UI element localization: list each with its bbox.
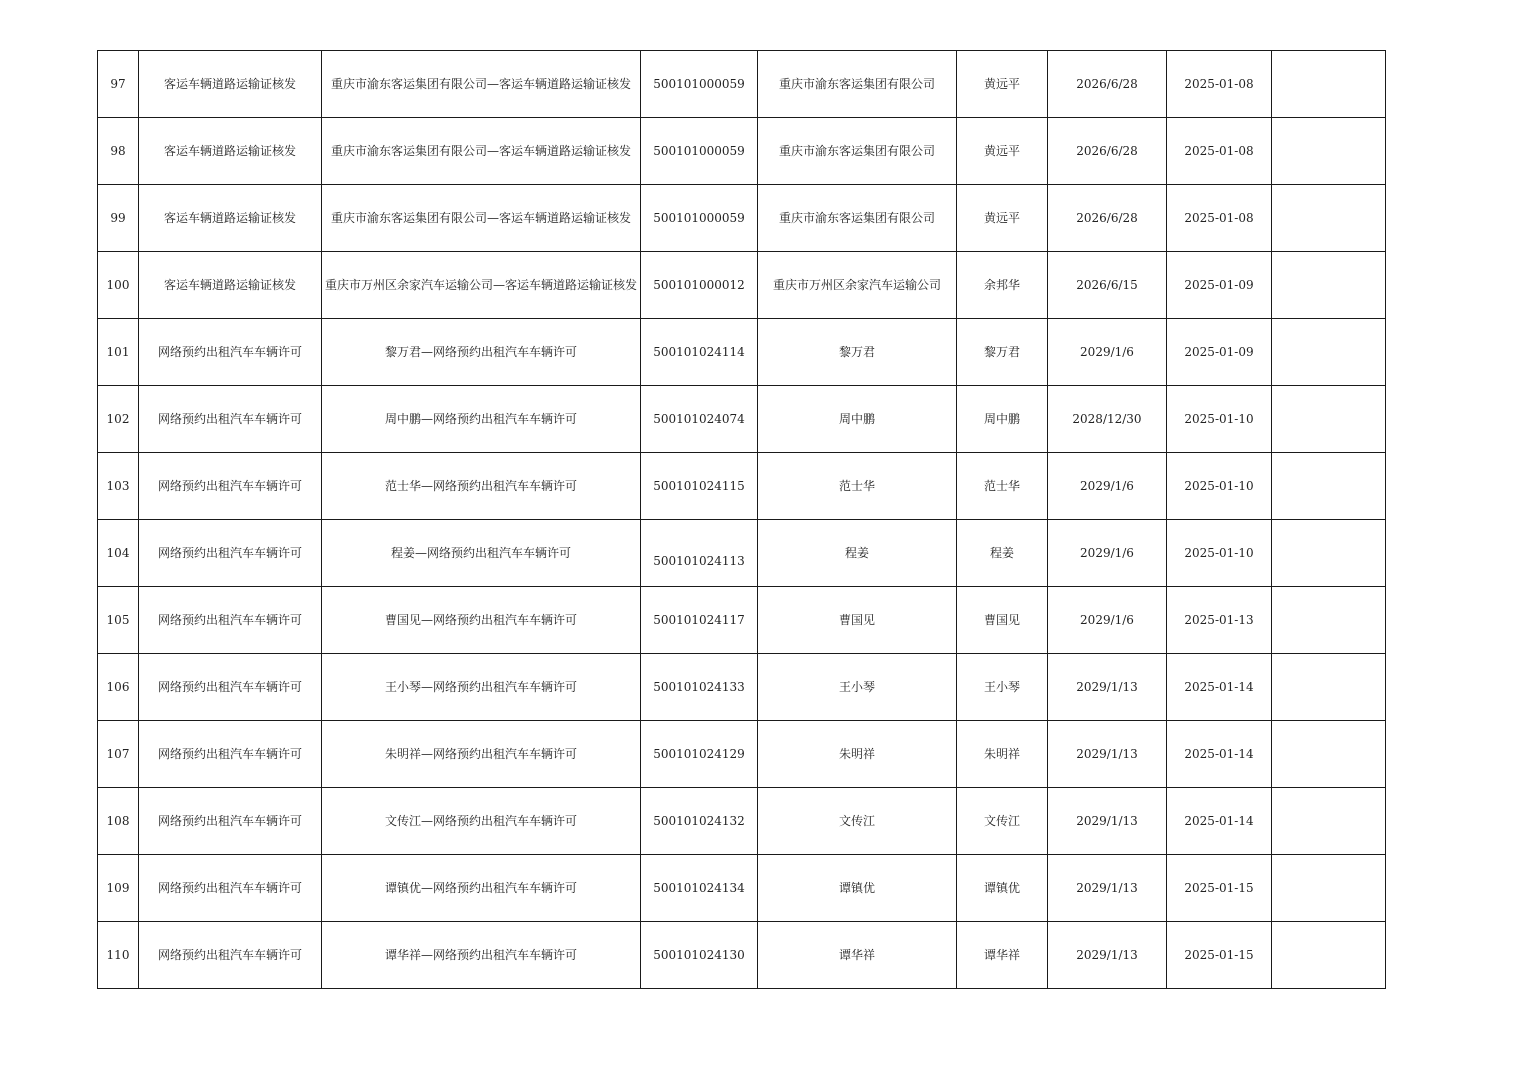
expiry-date-cell: 2029/1/13 [1048,721,1167,788]
table-row [98,252,1386,319]
row-number-cell: 110 [98,922,139,989]
permit-item-cell: 客运车辆道路运输证核发 [139,51,322,118]
permit-title-cell: 重庆市万州区余家汽车运输公司—客运车辆道路运输证核发 [322,252,641,319]
remark-cell [1272,855,1386,922]
row-number-cell: 106 [98,654,139,721]
permit-code-text: 500101024132 [653,813,745,828]
remark-cell [1272,252,1386,319]
legal-representative-cell: 范士华 [957,453,1048,520]
permit-code-cell [641,587,758,654]
remark-cell [1272,118,1386,185]
holder-cell: 程姜 [758,520,957,587]
row-number-cell: 104 [98,520,139,587]
permit-title-cell: 重庆市渝东客运集团有限公司—客运车辆道路运输证核发 [322,51,641,118]
legal-representative-cell: 谭华祥 [957,922,1048,989]
holder-cell: 黎万君 [758,319,957,386]
table-row [98,788,1386,855]
permit-title-cell: 朱明祥—网络预约出租汽车车辆许可 [322,721,641,788]
permit-item-cell: 网络预约出租汽车车辆许可 [139,855,322,922]
permit-code-text: 500101024117 [653,612,745,627]
remark-cell [1272,721,1386,788]
row-number-cell: 98 [98,118,139,185]
expiry-date-cell: 2029/1/13 [1048,855,1167,922]
legal-representative-cell: 黄远平 [957,51,1048,118]
expiry-date-cell: 2029/1/13 [1048,922,1167,989]
permit-code-text: 500101024115 [653,478,745,493]
table-row [98,319,1386,386]
permit-code-cell [641,453,758,520]
remark-cell [1272,654,1386,721]
holder-cell: 重庆市渝东客运集团有限公司 [758,118,957,185]
expiry-date-cell: 2026/6/28 [1048,185,1167,252]
table-body [98,51,1386,989]
legal-representative-cell: 谭镇优 [957,855,1048,922]
permit-code-cell [641,386,758,453]
permit-title-cell: 重庆市渝东客运集团有限公司—客运车辆道路运输证核发 [322,185,641,252]
remark-cell [1272,185,1386,252]
legal-representative-cell: 周中鹏 [957,386,1048,453]
decision-date-cell: 2025-01-08 [1167,51,1272,118]
decision-date-cell: 2025-01-13 [1167,587,1272,654]
table-row [98,51,1386,118]
decision-date-cell: 2025-01-10 [1167,453,1272,520]
legal-representative-cell: 黎万君 [957,319,1048,386]
holder-cell: 范士华 [758,453,957,520]
row-number-cell: 97 [98,51,139,118]
legal-representative-cell: 文传江 [957,788,1048,855]
permit-item-cell: 网络预约出租汽车车辆许可 [139,922,322,989]
permit-title-cell: 重庆市渝东客运集团有限公司—客运车辆道路运输证核发 [322,118,641,185]
permit-code-cell [641,252,758,319]
legal-representative-cell: 王小琴 [957,654,1048,721]
row-number-cell: 109 [98,855,139,922]
legal-representative-cell: 余邦华 [957,252,1048,319]
permit-title-cell: 王小琴—网络预约出租汽车车辆许可 [322,654,641,721]
remark-cell [1272,922,1386,989]
permit-item-cell: 网络预约出租汽车车辆许可 [139,721,322,788]
holder-cell: 文传江 [758,788,957,855]
remark-cell [1272,319,1386,386]
legal-representative-cell: 朱明祥 [957,721,1048,788]
legal-representative-cell: 黄远平 [957,185,1048,252]
permit-item-cell: 网络预约出租汽车车辆许可 [139,319,322,386]
permit-code-cell [641,654,758,721]
permit-code-text: 500101000059 [653,143,745,158]
permit-item-cell: 网络预约出租汽车车辆许可 [139,453,322,520]
permit-code-text: 500101024134 [653,880,745,895]
permit-title-cell: 程姜—网络预约出租汽车车辆许可 [322,520,641,587]
legal-representative-cell: 曹国见 [957,587,1048,654]
permit-code-cell [641,118,758,185]
table-row [98,587,1386,654]
row-number-cell: 102 [98,386,139,453]
permit-item-cell: 客运车辆道路运输证核发 [139,185,322,252]
expiry-date-cell: 2029/1/6 [1048,520,1167,587]
expiry-date-cell: 2029/1/6 [1048,587,1167,654]
expiry-date-cell: 2029/1/13 [1048,788,1167,855]
decision-date-cell: 2025-01-09 [1167,252,1272,319]
records-table [97,50,1386,989]
holder-cell: 谭镇优 [758,855,957,922]
legal-representative-cell: 程姜 [957,520,1048,587]
permit-item-cell: 客运车辆道路运输证核发 [139,252,322,319]
expiry-date-cell: 2029/1/6 [1048,319,1167,386]
permit-code-text: 500101000059 [653,76,745,91]
permit-title-cell: 曹国见—网络预约出租汽车车辆许可 [322,587,641,654]
permit-code-cell [641,185,758,252]
permit-title-cell: 周中鹏—网络预约出租汽车车辆许可 [322,386,641,453]
expiry-date-cell: 2026/6/28 [1048,51,1167,118]
decision-date-cell: 2025-01-14 [1167,654,1272,721]
permit-code-text: 500101000012 [653,277,745,292]
remark-cell [1272,788,1386,855]
row-number-cell: 100 [98,252,139,319]
permit-item-cell: 网络预约出租汽车车辆许可 [139,788,322,855]
table-row [98,520,1386,587]
expiry-date-cell: 2029/1/13 [1048,654,1167,721]
decision-date-cell: 2025-01-08 [1167,118,1272,185]
row-number-cell: 105 [98,587,139,654]
permit-item-cell: 网络预约出租汽车车辆许可 [139,654,322,721]
holder-cell: 王小琴 [758,654,957,721]
permit-code-text: 500101024129 [653,746,745,761]
table-row [98,386,1386,453]
remark-cell [1272,51,1386,118]
table-row [98,654,1386,721]
decision-date-cell: 2025-01-14 [1167,788,1272,855]
table-row [98,922,1386,989]
permit-code-cell [641,721,758,788]
permit-item-cell: 网络预约出租汽车车辆许可 [139,587,322,654]
row-number-cell: 107 [98,721,139,788]
remark-cell [1272,386,1386,453]
permit-item-cell: 网络预约出租汽车车辆许可 [139,386,322,453]
row-number-cell: 103 [98,453,139,520]
holder-cell: 朱明祥 [758,721,957,788]
decision-date-cell: 2025-01-08 [1167,185,1272,252]
permit-title-cell: 范士华—网络预约出租汽车车辆许可 [322,453,641,520]
permit-code-text: 500101024074 [653,411,745,426]
permit-item-cell: 客运车辆道路运输证核发 [139,118,322,185]
permit-code-cell [641,788,758,855]
row-number-cell: 101 [98,319,139,386]
table-row [98,721,1386,788]
expiry-date-cell: 2026/6/28 [1048,118,1167,185]
remark-cell [1272,587,1386,654]
holder-cell: 重庆市渝东客运集团有限公司 [758,51,957,118]
permit-code-text: 500101024113 [653,553,745,568]
permit-code-text: 500101024133 [653,679,745,694]
expiry-date-cell: 2029/1/6 [1048,453,1167,520]
permit-code-cell [641,922,758,989]
table-row [98,185,1386,252]
permit-title-cell: 文传江—网络预约出租汽车车辆许可 [322,788,641,855]
row-number-cell: 99 [98,185,139,252]
permit-title-cell: 谭镇优—网络预约出租汽车车辆许可 [322,855,641,922]
decision-date-cell: 2025-01-10 [1167,386,1272,453]
permit-code-cell [641,520,758,587]
holder-cell: 重庆市渝东客运集团有限公司 [758,185,957,252]
decision-date-cell: 2025-01-15 [1167,855,1272,922]
remark-cell [1272,520,1386,587]
permit-code-text: 500101000059 [653,210,745,225]
decision-date-cell: 2025-01-15 [1167,922,1272,989]
expiry-date-cell: 2026/6/15 [1048,252,1167,319]
remark-cell [1272,453,1386,520]
decision-date-cell: 2025-01-09 [1167,319,1272,386]
permit-title-cell: 谭华祥—网络预约出租汽车车辆许可 [322,922,641,989]
permit-code-text: 500101024130 [653,947,745,962]
permit-item-cell: 网络预约出租汽车车辆许可 [139,520,322,587]
table-row [98,855,1386,922]
permit-code-cell [641,51,758,118]
legal-representative-cell: 黄远平 [957,118,1048,185]
holder-cell: 重庆市万州区余家汽车运输公司 [758,252,957,319]
permit-title-cell: 黎万君—网络预约出租汽车车辆许可 [322,319,641,386]
expiry-date-cell: 2028/12/30 [1048,386,1167,453]
holder-cell: 谭华祥 [758,922,957,989]
permit-code-cell [641,855,758,922]
decision-date-cell: 2025-01-14 [1167,721,1272,788]
holder-cell: 周中鹏 [758,386,957,453]
holder-cell: 曹国见 [758,587,957,654]
decision-date-cell: 2025-01-10 [1167,520,1272,587]
table-row [98,118,1386,185]
row-number-cell: 108 [98,788,139,855]
permit-code-cell [641,319,758,386]
table-row [98,453,1386,520]
permit-code-text: 500101024114 [653,344,745,359]
